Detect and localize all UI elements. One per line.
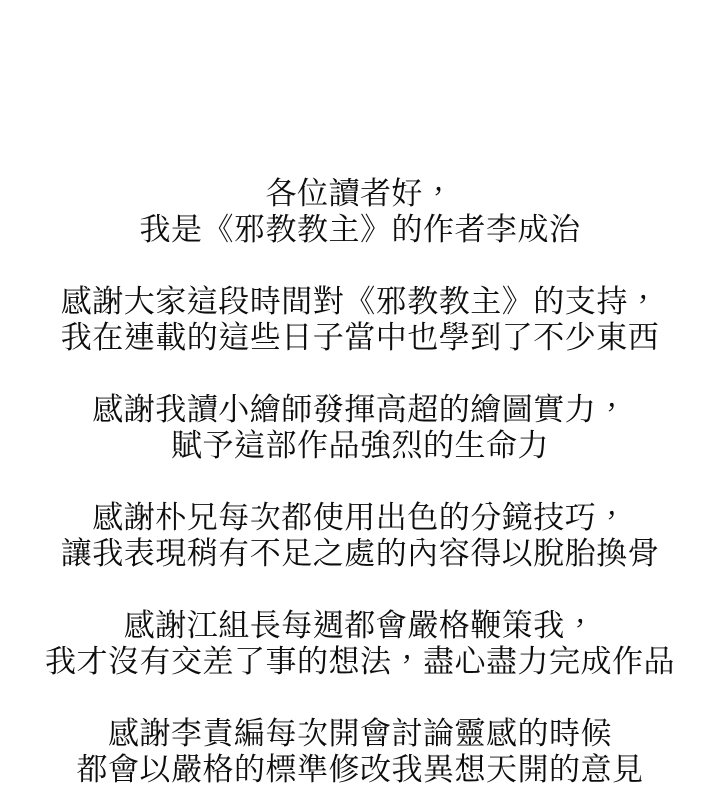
- afterword-paragraph-readers-thanks: [0, 284, 720, 356]
- afterword-paragraph-greeting: [0, 176, 720, 248]
- afterword-line: 我在連載的這些日子當中也學到了不少東西: [60, 320, 660, 355]
- afterword-line: 各位讀者好，: [265, 176, 455, 211]
- afterword-paragraph-artist-thanks: [0, 392, 720, 464]
- afterword-line: 我才沒有交差了事的想法，盡心盡力完成作品: [45, 644, 675, 679]
- afterword-line: 感謝李責編每次開會討論靈感的時候: [108, 716, 612, 751]
- afterword-paragraph-storyboard-thanks: [0, 500, 720, 572]
- afterword-line: 感謝大家這段時間對《邪教教主》的支持，: [60, 284, 660, 319]
- afterword-line: 我是《邪教教主》的作者李成治: [139, 212, 581, 247]
- afterword-line: 都會以嚴格的標準修改我異想天開的意見: [76, 752, 644, 787]
- afterword-line: 感謝江組長每週都會嚴格鞭策我，: [123, 608, 597, 643]
- afterword-paragraph-editor-thanks: [0, 716, 720, 788]
- afterword-paragraph-teamlead-thanks: [0, 608, 720, 680]
- afterword-line: 賦予這部作品強烈的生命力: [171, 428, 549, 463]
- afterword-line: 感謝朴兄每次都使用出色的分鏡技巧，: [92, 500, 628, 535]
- afterword-line: 感謝我讀小繪師發揮高超的繪圖實力，: [92, 392, 628, 427]
- afterword-line: 讓我表現稍有不足之處的內容得以脫胎換骨: [60, 536, 660, 571]
